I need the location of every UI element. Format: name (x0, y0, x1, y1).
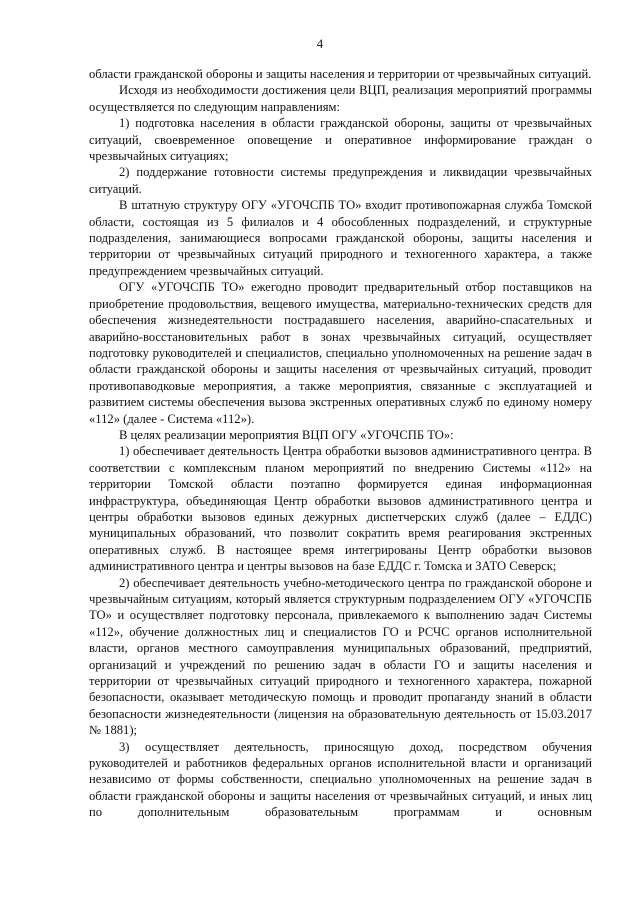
paragraph: 1) обеспечивает деятельность Центра обработки вызовов административного центра. В соответствии с комплексным планом мероприятий по внедрению Системы «112» на территории Томской области поэтапно формируется единая информационная инфраструктура, объединяющая Центр обработки вызовов административного центра и центры обработки вызовов единых дежурных диспетчерских служб (далее – ЕДДС) муниципальных образований, что позволит сократить время реагирования экстренных оперативных служб. В настоящее время интегрированы Центр обработки вызовов административного центра и центры вызовов на базе ЕДДС г. Томска и ЗАТО Северск; (89, 444, 592, 574)
paragraph: 3) осуществляет деятельность, приносящую доход, посредством обучения руководителей и работников федеральных органов исполнительной власти и организаций независимо от формы собственности, специально уполномоченных на решение задач в области гражданской обороны и защиты населения от чрезвычайных ситуаций, и иных лиц по дополнительным образовательным программам и основным (89, 739, 592, 820)
paragraph: ОГУ «УГОЧСПБ ТО» ежегодно проводит предварительный отбор поставщиков на приобретение продовольствия, вещевого имущества, материально-технических средств для обеспечения жизнедеятельности пострадавшего населения, аварийно-спасательных и аварийно-восстановительных работ в зонах чрезвычайных ситуаций, осуществляет подготовку руководителей и специалистов, специально уполномоченных на решение задач в области гражданской обороны и защиты населения от чрезвычайных ситуаций, проводит противопаводковые мероприятия, а также мероприятия, связанные с эксплуатацией и развитием системы обеспечения вызова экстренных оперативных служб по единому номеру «112» (далее - Система «112»). (89, 280, 592, 426)
paragraph: Исходя из необходимости достижения цели ВЦП, реализация мероприятий программы осуществляется по следующим направлениям: (89, 83, 592, 114)
paragraph: В целях реализации мероприятия ВЦП ОГУ «УГОЧСПБ ТО»: (119, 427, 454, 442)
paragraph: В штатную структуру ОГУ «УГОЧСПБ ТО» входит противопожарная служба Томской области, состоящая из 5 филиалов и 4 обособленных подразделений, и структурные подразделения, занимающиеся вопросами гражданской обороны, защиты населения и территории от чрезвычайных ситуаций природного и техногенного характера, а также предупреждением чрезвычайных ситуаций. (89, 198, 592, 278)
paragraph: 2) поддержание готовности системы предупреждения и ликвидации чрезвычайных ситуаций. (89, 165, 592, 196)
paragraph: области гражданской обороны и защиты населения и территории от чрезвычайных ситуаций. (89, 67, 592, 81)
page-number: 4 (316, 36, 324, 51)
document-body (89, 66, 592, 821)
paragraph: 1) подготовка населения в области гражданской обороны, защиты от чрезвычайных ситуаций, своевременное оповещение и оперативное информирование граждан о чрезвычайных ситуациях; (89, 116, 592, 164)
paragraph: 2) обеспечивает деятельность учебно-методического центра по гражданской обороне и чрезвычайным ситуациям, который является структурным подразделением ОГУ «УГОЧСПБ ТО» и осуществляет подготовку персонала, привлекаемого к выполнению задач Системы «112», обучение должностных лиц и специалистов ГО и РСЧС органов исполнительной власти, органов местного самоуправления муниципальных образований, предприятий, организаций и учреждений по решению задач в области ГО и защиты населения и территории от чрезвычайных ситуаций природного и техногенного характера, пожарной безопасности, оказывает методическую помощь и проводит пропаганду знаний в области безопасности жизнедеятельности (лицензия на образовательную деятельность от 15.03.2017 № 1881); (89, 575, 592, 738)
